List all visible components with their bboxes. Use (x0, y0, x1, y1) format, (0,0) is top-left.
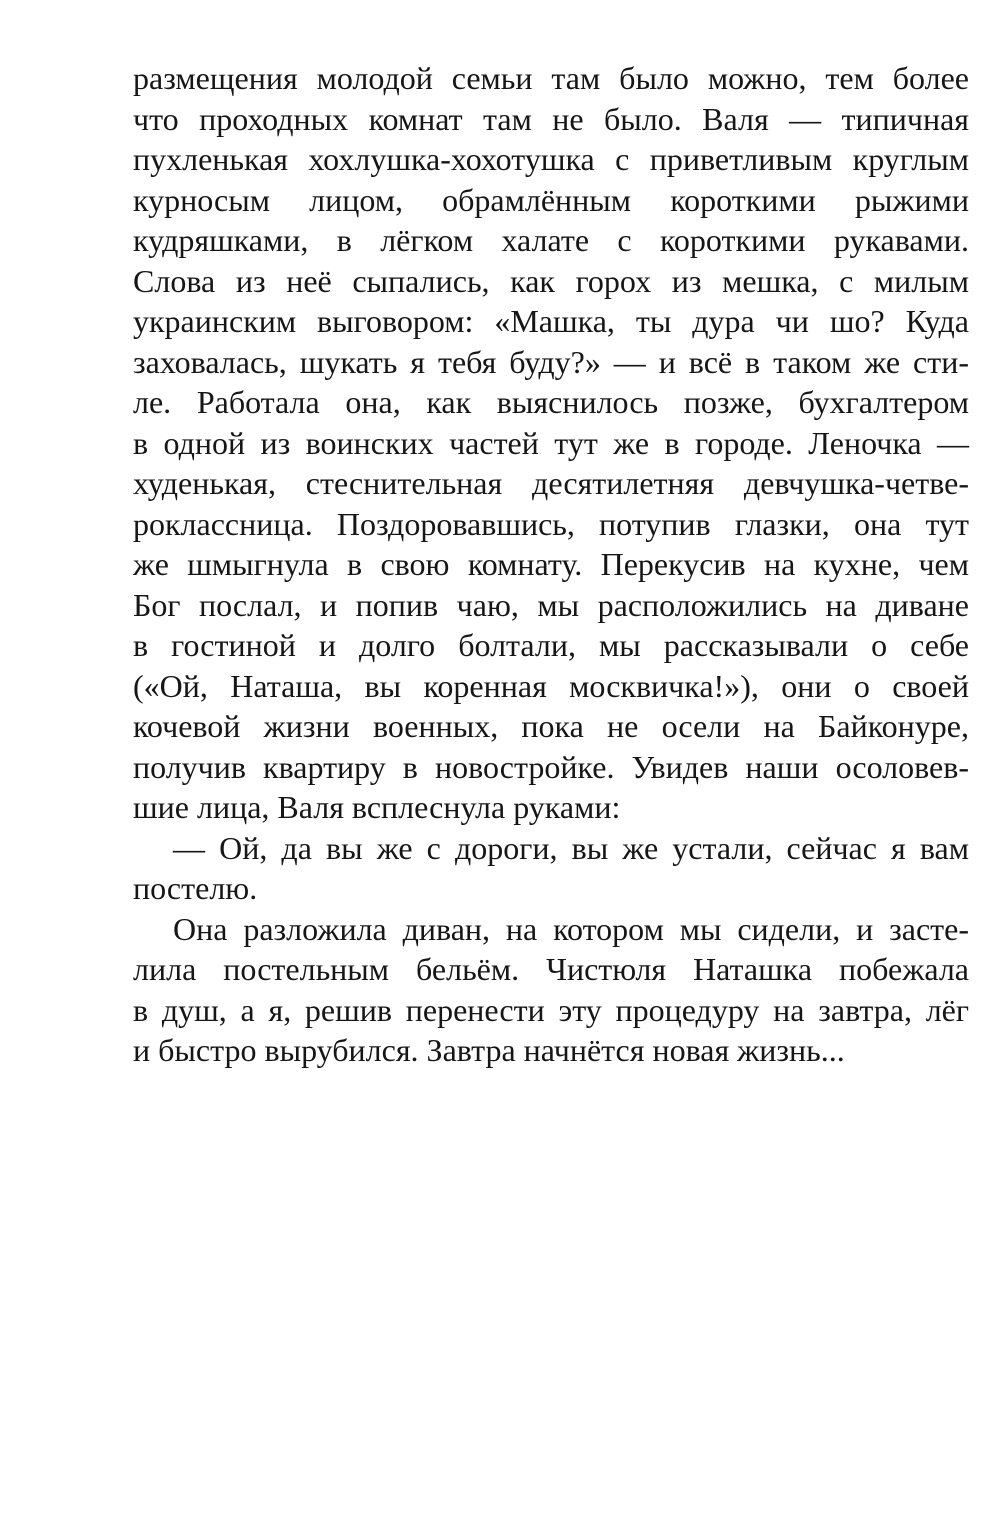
text-line: лила постельным бельём. Чистюля Наташка побежала (133, 951, 969, 987)
text-line: курносым лицом, обрамлённым короткими рыжими (133, 181, 969, 218)
text-line: кочевой жизни военных, пока не осели на Байконуре, (133, 708, 969, 744)
paragraph-first-line: Она разложила диван, на котором мы сидели, и засте- (173, 910, 969, 947)
text-line: роклассница. Поздоровавшись, потупив глазки, она тут (133, 505, 969, 542)
text-line: что проходных комнат там не было. Валя — типичная (133, 100, 969, 137)
text-line: в одной из воинских частей тут же в городе. Леночка — (133, 424, 969, 461)
text-line: пухленькая хохлушка-хохотушка с приветливым круглым (133, 141, 969, 177)
text-line: Слова из неё сыпались, как горох из мешка, с милым (133, 262, 969, 299)
text-line: («Ой, Наташа, вы коренная москвичка!»), они о своей (133, 667, 969, 704)
text-line: постелю. (133, 870, 258, 906)
text-line: Бог послал, и попив чаю, мы расположились на диване (133, 586, 969, 623)
text-line: шие лица, Валя всплеснула руками: (133, 789, 621, 825)
text-line: ле. Работала она, как выяснилось позже, бухгалтером (133, 384, 969, 420)
text-line: же шмыгнула в свою комнату. Перекусив на кухне, чем (133, 546, 969, 582)
text-line: и быстро вырубился. Завтра начнётся новая жизнь... (133, 1032, 845, 1068)
text-line: в гостиной и долго болтали, мы рассказывали о себе (133, 627, 969, 663)
text-line: получив квартиру в новостройке. Увидев наши осоловев- (133, 748, 969, 785)
page-text (133, 58, 969, 1071)
text-line: размещения молодой семьи там было можно, тем более (133, 60, 969, 96)
text-line: заховалась, шукать я тебя буду?» — и всё в таком же сти- (133, 343, 969, 380)
text-line: в душ, а я, решив перенести эту процедуру на завтра, лёг (133, 991, 969, 1028)
text-line: украинским выговором: «Машка, ты дура чи шо? Куда (133, 303, 969, 339)
text-line: худенькая, стеснительная десятилетняя девчушка-четве- (133, 465, 969, 501)
dialogue-line: — Ой, да вы же с дороги, вы же устали, сейчас я вам (173, 829, 969, 866)
text-line: кудряшками, в лёгком халате с короткими рукавами. (133, 222, 969, 258)
